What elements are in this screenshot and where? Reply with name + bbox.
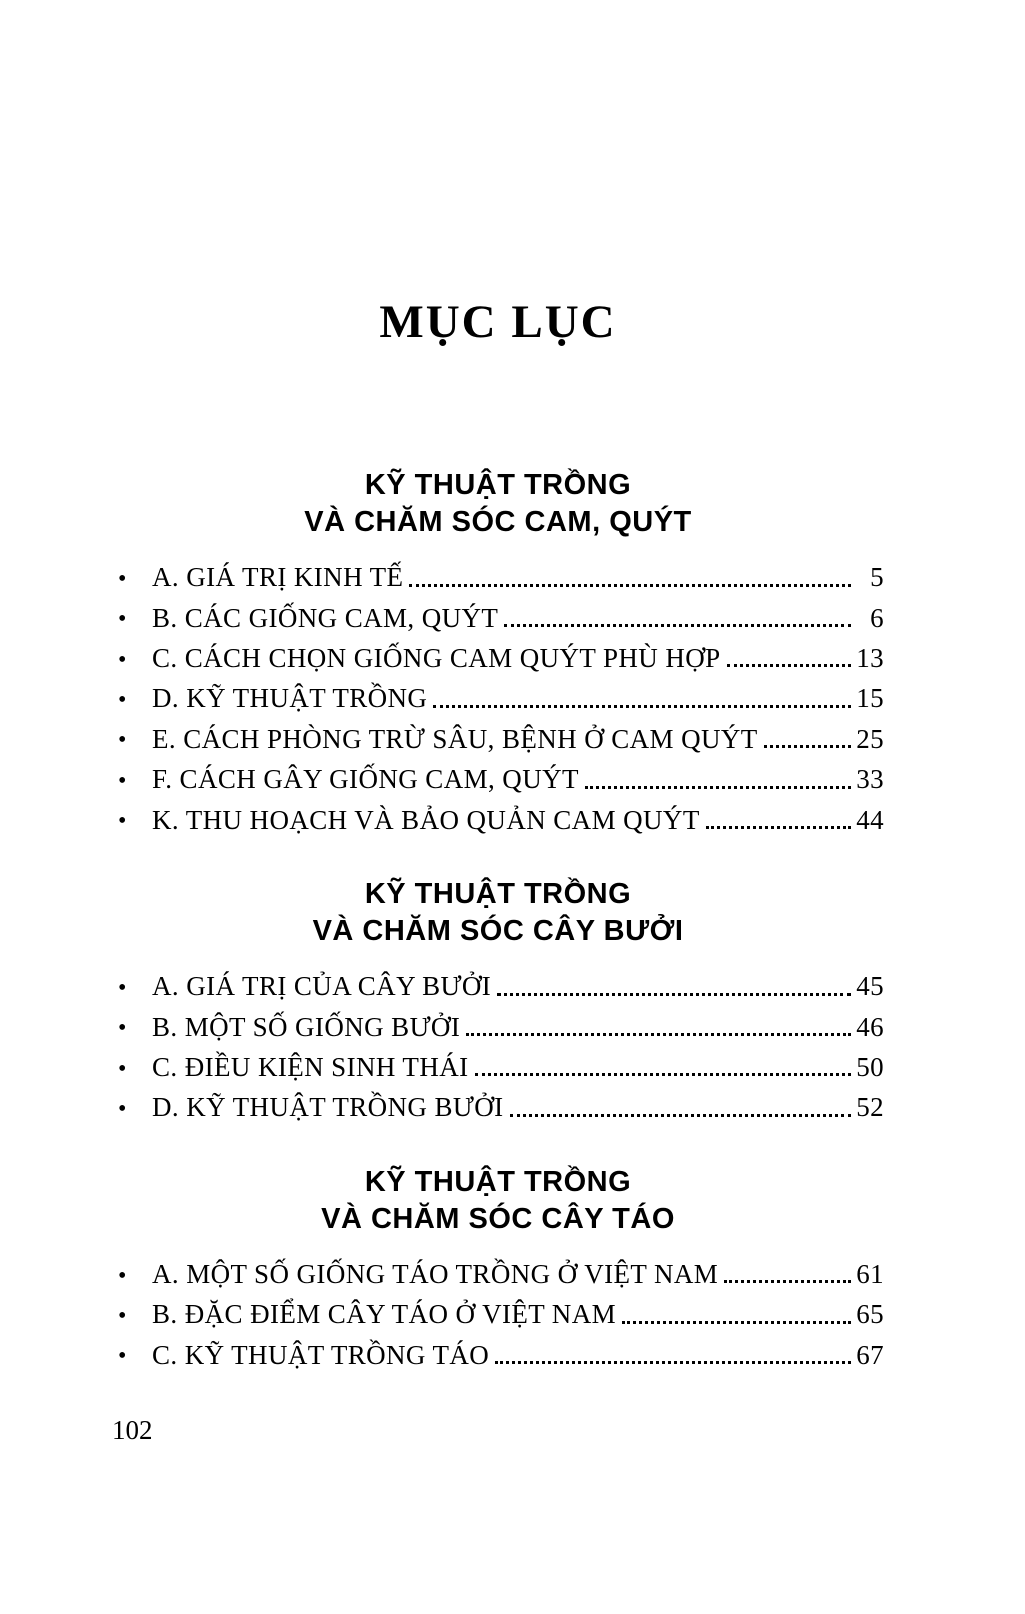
toc-entry-label: B. ĐẶC ĐIỂM CÂY TÁO Ở VIỆT NAM — [152, 1299, 617, 1330]
dot-leader — [409, 583, 851, 587]
toc-entry-page: 15 — [856, 683, 884, 714]
bullet-icon: • — [118, 808, 127, 835]
dot-leader — [466, 1032, 851, 1036]
toc-entry-page: 44 — [856, 804, 884, 835]
bullet-icon: • — [118, 1262, 127, 1289]
section-heading-line1: KỸ THUẬT TRỒNG — [364, 469, 632, 501]
toc-entry-page: 52 — [856, 1092, 884, 1123]
toc-entry-label: C. KỸ THUẬT TRỒNG TÁO — [152, 1339, 490, 1370]
toc-section-cay-tao — [112, 1164, 884, 1375]
toc-entry — [112, 1335, 884, 1375]
toc-entry-label: C. CÁCH CHỌN GIỐNG CAM QUÝT PHÙ HỢP — [152, 643, 721, 673]
toc-entry-label: A. GIÁ TRỊ CỦA CÂY BƯỞI — [152, 971, 492, 1002]
section-heading — [112, 876, 884, 950]
toc-entry — [112, 678, 884, 718]
dot-leader — [706, 825, 851, 829]
toc-entry-page: 5 — [870, 562, 884, 593]
bullet-icon: • — [118, 606, 127, 633]
toc-entry-label: A. GIÁ TRỊ KINH TẾ — [152, 562, 404, 593]
dot-leader — [475, 1072, 851, 1076]
toc-entry-label: D. KỸ THUẬT TRỒNG — [152, 683, 428, 714]
toc-entry — [112, 1254, 884, 1294]
toc-entry-label: F. CÁCH GÂY GIỐNG CAM, QUÝT — [152, 764, 579, 795]
toc-content — [112, 0, 884, 1375]
toc-entry — [112, 759, 884, 799]
toc-entry — [112, 557, 884, 597]
toc-entry — [112, 1047, 884, 1087]
section-heading-line2: VÀ CHĂM SÓC CÂY TÁO — [321, 1202, 675, 1235]
toc-entry-page: 45 — [856, 971, 884, 1002]
bullet-icon: • — [118, 1095, 127, 1122]
section-heading-line1: KỸ THUẬT TRỒNG — [364, 877, 632, 910]
section-heading-line1: KỸ THUẬT TRỒNG — [364, 1165, 632, 1198]
toc-entry-label: D. KỸ THUẬT TRỒNG BƯỞI — [152, 1092, 504, 1123]
toc-entry-label: C. ĐIỀU KIỆN SINH THÁI — [152, 1051, 469, 1082]
toc-entry-label: B. CÁC GIỐNG CAM, QUÝT — [152, 602, 499, 633]
bullet-icon: • — [118, 686, 127, 713]
dot-leader — [504, 623, 851, 627]
bullet-icon: • — [118, 974, 127, 1001]
bullet-icon: • — [118, 646, 127, 673]
footer-page-number: 102 — [112, 1415, 153, 1445]
toc-entry-label: A. MỘT SỐ GIỐNG TÁO TRỒNG Ở VIỆT NAM — [152, 1258, 719, 1289]
section-heading — [112, 467, 884, 541]
dot-leader — [585, 785, 851, 789]
toc-entry-page: 50 — [856, 1051, 884, 1082]
toc-entry — [112, 598, 884, 638]
bullet-icon: • — [118, 767, 127, 794]
toc-entry-page: 46 — [856, 1011, 884, 1042]
toc-section-cay-buoi — [112, 876, 884, 1128]
toc-entry — [112, 719, 884, 759]
page-title: MỤC LỤC — [379, 296, 617, 348]
section-heading — [112, 1164, 884, 1238]
toc-entry-page: 67 — [856, 1339, 884, 1370]
dot-leader — [622, 1320, 851, 1324]
dot-leader — [497, 992, 851, 996]
toc-entry — [112, 800, 884, 840]
toc-entry-label: B. MỘT SỐ GIỐNG BƯỞI — [152, 1011, 461, 1042]
toc-entry-page: 13 — [856, 643, 884, 673]
dot-leader — [433, 704, 851, 708]
toc-entry-page: 6 — [870, 602, 884, 633]
bullet-icon: • — [118, 1343, 127, 1370]
toc-entry — [112, 1007, 884, 1047]
toc-entry — [112, 1294, 884, 1334]
toc-section-cam-quyt — [112, 467, 884, 840]
section-heading-line2: VÀ CHĂM SÓC CÂY BƯỞI — [312, 915, 684, 948]
toc-entry — [112, 638, 884, 678]
toc-entry — [112, 966, 884, 1006]
dot-leader — [724, 1279, 851, 1283]
toc-entry — [112, 1087, 884, 1127]
toc-entry-label: E. CÁCH PHÒNG TRỪ SÂU, BỆNH Ở CAM QUÝT — [152, 723, 758, 754]
toc-entry-label: K. THU HOẠCH VÀ BẢO QUẢN CAM QUÝT — [152, 804, 700, 835]
bullet-icon: • — [118, 1055, 127, 1082]
bullet-icon: • — [118, 565, 127, 592]
toc-entry-page: 33 — [856, 764, 884, 795]
toc-entry-page: 65 — [856, 1299, 884, 1330]
toc-entry-page: 25 — [856, 723, 884, 754]
bullet-icon: • — [118, 1015, 127, 1042]
dot-leader — [510, 1113, 851, 1117]
dot-leader — [495, 1360, 851, 1364]
bullet-icon: • — [118, 1302, 127, 1329]
toc-entry-page: 61 — [856, 1258, 884, 1289]
dot-leader — [764, 744, 851, 748]
dot-leader — [727, 663, 851, 667]
bullet-icon: • — [118, 727, 127, 754]
section-heading-line2: VÀ CHĂM SÓC CAM, QUÝT — [304, 506, 692, 539]
